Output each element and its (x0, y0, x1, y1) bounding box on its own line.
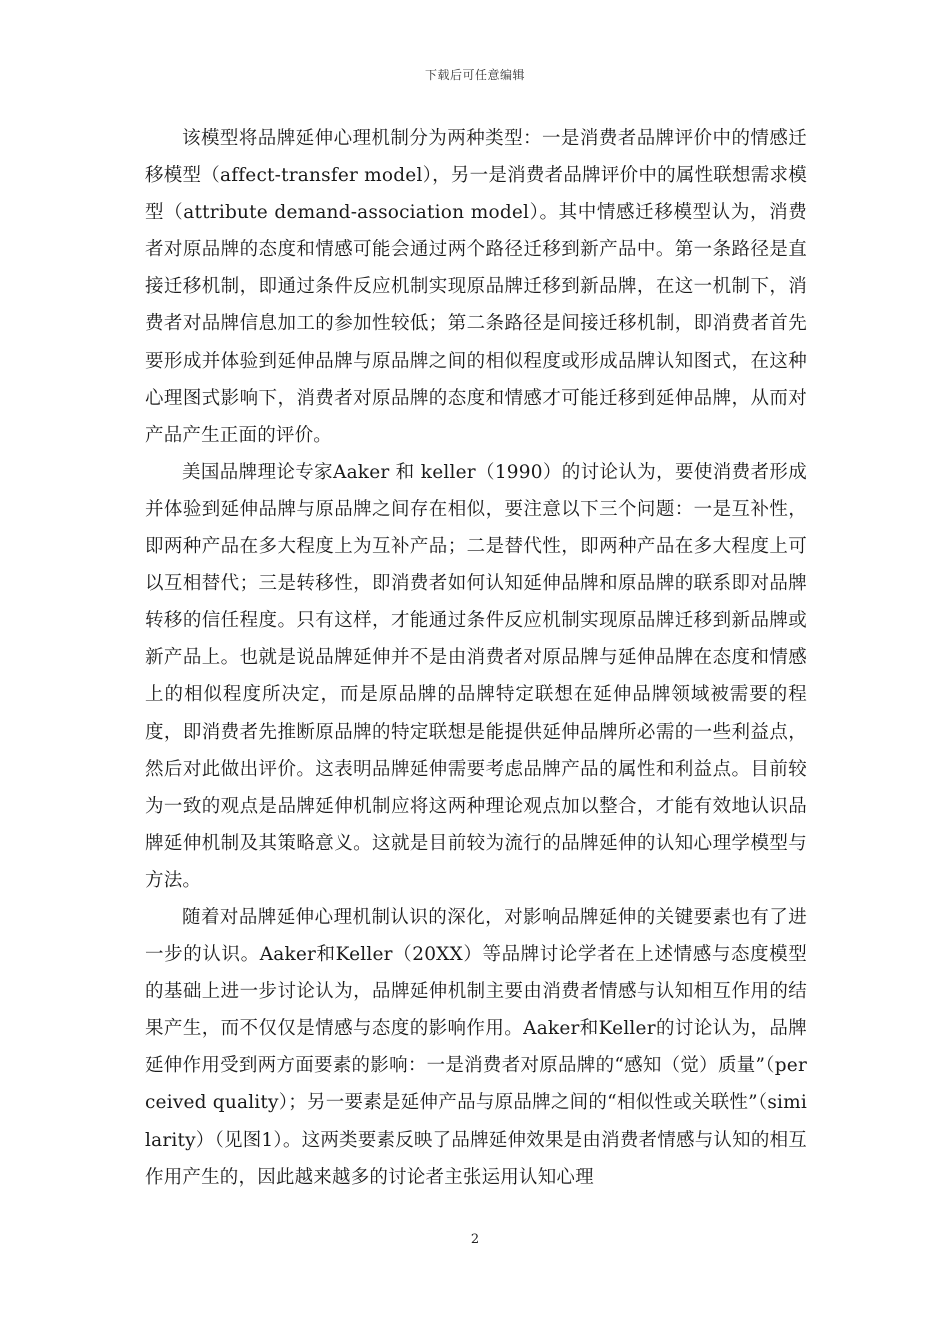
page-number: 2 (470, 1232, 480, 1247)
paragraph-aaker-keller-1990: 美国品牌理论专家Aaker 和 keller（1990）的讨论认为，要使消费者形成并体验到延伸品牌与原品牌之间存在相似，要注意以下三个问题：一是互补性，即两种产品在多大程度上为互补产品；二是替代性，即两种产品在多大程度上可以互相替代；三是转移性，即消费者如何认知延伸品牌和原品牌的联系即对品牌转移的信任程度。只有这样，才能通过条件反应机制实现原品牌迁移到新品牌或新产品上。也就是说品牌延伸并不是由消费者对原品牌与延伸品牌在态度和情感上的相似程度所决定，而是原品牌的品牌特定联想在延伸品牌领域被需要的程度，即消费者先推断原品牌的特定联想是能提供延伸品牌所必需的一些利益点，然后对此做出评价。这表明品牌延伸需要考虑品牌产品的属性和利益点。目前较为一致的观点是品牌延伸机制应将这两种理论观点加以整合，才能有效地认识品牌延伸机制及其策略意义。这就是目前较为流行的品牌延伸的认知心理学模型与方法。 (145, 461, 807, 891)
paragraph-affect-transfer-model: 该模型将品牌延伸心理机制分为两种类型：一是消费者品牌评价中的情感迁移模型（affect-transfer model），另一是消费者品牌评价中的属性联想需求模型（attribute demand-association model）。其中情感迁移模型认为，消费者对原品牌的态度和情感可能会通过两个路径迁移到新产品中。第一条路径是直接迁移机制，即通过条件反应机制实现原品牌迁移到新品牌，在这一机制下，消费者对品牌信息加工的参加性较低；第二条路径是间接迁移机制，即消费者首先要形成并体验到延伸品牌与原品牌之间的相似程度或形成品牌认知图式，在这种心理图式影响下，消费者对原品牌的态度和情感才可能迁移到延伸品牌，从而对产品产生正面的评价。 (145, 128, 807, 446)
document-body (145, 120, 807, 1196)
paragraph-key-factors: 随着对品牌延伸心理机制认识的深化，对影响品牌延伸的关键要素也有了进一步的认识。Aaker和Keller（20XX）等品牌讨论学者在上述情感与态度模型的基础上进一步讨论认为，品牌延伸机制主要由消费者情感与认知相互作用的结果产生，而不仅仅是情感与态度的影响作用。Aaker和Keller的讨论认为，品牌延伸作用受到两方面要素的影响：一是消费者对原品牌的“感知（觉）质量”（perceived quality）；另一要素是延伸产品与原品牌之间的“相似性或关联性”（similarity）（见图1）。这两类要素反映了品牌延伸效果是由消费者情感与认知的相互作用产生的，因此越来越多的讨论者主张运用认知心理 (145, 906, 807, 1188)
page-header: 下载后可任意编辑 (424, 68, 525, 82)
